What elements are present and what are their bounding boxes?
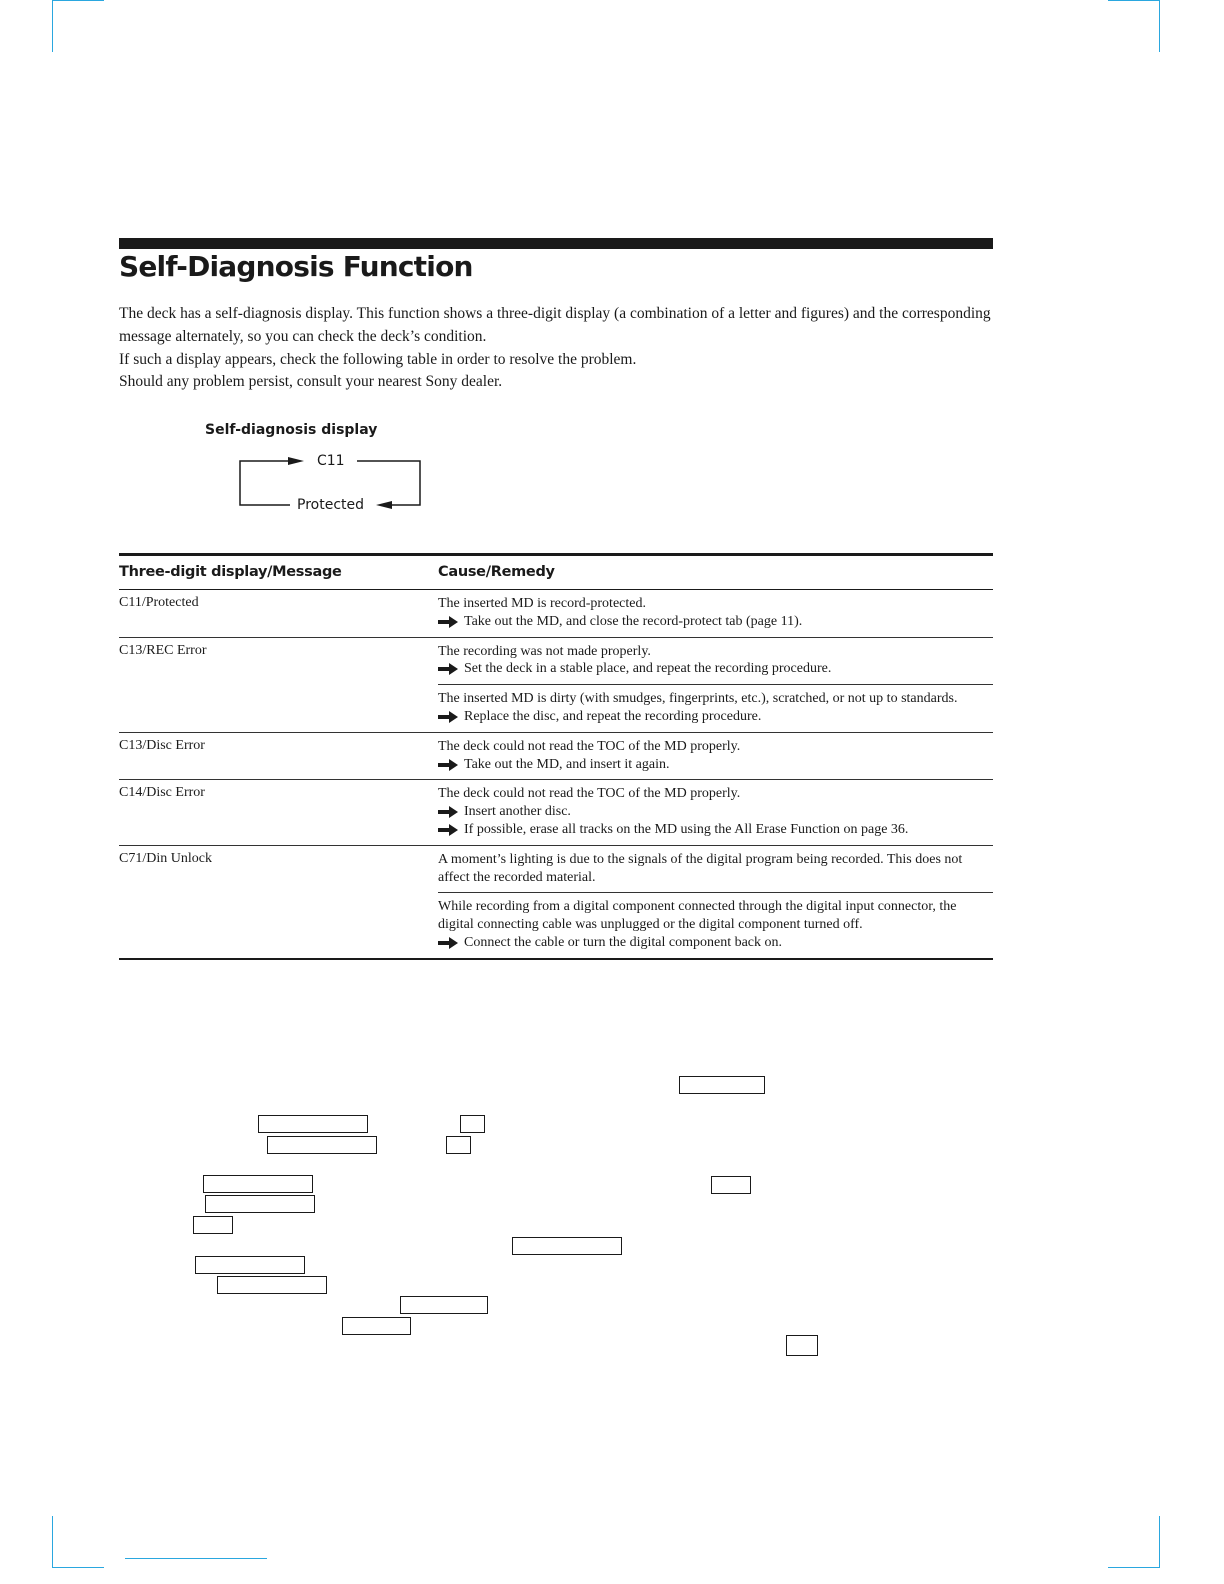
cause-text: The deck could not read the TOC of the MD properly. [438, 786, 741, 802]
redaction-box [205, 1195, 315, 1213]
redaction-box [342, 1317, 411, 1335]
cause-block [438, 892, 993, 957]
intro-paragraph-1: The deck has a self-diagnosis display. This function shows a three-digit display (a combination of a letter and figures) and the corresponding message alternately, so you can check the deck’s condition. [119, 305, 991, 345]
intro-text [119, 303, 999, 394]
cause-text: The recording was not made properly. [438, 643, 651, 659]
diagram-message: Protected [297, 497, 364, 513]
arrow-right-icon [438, 824, 458, 836]
redaction-box [193, 1216, 233, 1234]
row-causes [438, 846, 993, 958]
arrow-right-icon [438, 937, 458, 949]
redaction-box [679, 1076, 765, 1094]
redaction-box [258, 1115, 368, 1133]
row-causes [438, 780, 993, 844]
cause-block [438, 638, 993, 685]
crop-mark-top-left-h [52, 0, 104, 1]
table-row [119, 638, 993, 733]
diagram-label: Self-diagnosis display [205, 422, 378, 438]
remedy-text: Connect the cable or turn the digital component back on. [464, 934, 783, 950]
crop-mark-top-left-v [52, 0, 53, 52]
cause-block [438, 590, 993, 637]
cause-block [438, 846, 993, 893]
row-display-code: C14/Disc Error [119, 785, 205, 801]
row-display-code: C13/Disc Error [119, 737, 205, 753]
arrow-right-icon [438, 663, 458, 675]
crop-mark-bottom-right-h [1108, 1567, 1160, 1568]
cause-text: While recording from a digital component connected through the digital input connector, the digital connecting cable was unplugged or the digital component turned off. [438, 899, 957, 933]
arrow-right-icon [438, 806, 458, 818]
redaction-box [711, 1176, 751, 1194]
self-diagnosis-diagram [230, 448, 430, 520]
remedy-text: Take out the MD, and insert it again. [464, 756, 670, 772]
remedy-item [438, 756, 993, 774]
column-header-cause: Cause/Remedy [438, 564, 555, 580]
redaction-box [512, 1237, 622, 1255]
cause-text: The deck could not read the TOC of the MD properly. [438, 738, 741, 754]
redaction-box [460, 1115, 485, 1133]
redaction-box [203, 1175, 313, 1193]
remedy-text: If possible, erase all tracks on the MD using the All Erase Function on page 36. [464, 821, 909, 837]
redaction-box [195, 1256, 305, 1274]
cause-block [438, 733, 993, 780]
remedy-text: Replace the disc, and repeat the recording procedure. [464, 708, 762, 724]
remedy-item [438, 660, 993, 678]
table-row [119, 846, 993, 960]
table-header [119, 553, 993, 590]
remedy-item [438, 613, 993, 631]
table-body [119, 590, 993, 960]
redaction-box [217, 1276, 327, 1294]
crop-mark-bottom-left-h [52, 1567, 104, 1568]
remedy-item [438, 821, 993, 839]
cause-text: A moment’s lighting is due to the signals of the digital program being recorded. This does not affect the recorded material. [438, 851, 963, 885]
cause-text: The inserted MD is record-protected. [438, 596, 646, 611]
crop-mark-top-right-v [1159, 0, 1160, 52]
redaction-box [267, 1136, 377, 1154]
intro-paragraph-2: If such a display appears, check the following table in order to resolve the problem. [119, 350, 637, 368]
remedy-item [438, 934, 993, 952]
crop-mark-top-right-h [1108, 0, 1160, 1]
section-header-bar [119, 238, 993, 249]
redaction-box [400, 1296, 488, 1314]
row-display-code: C71/Din Unlock [119, 850, 212, 866]
remedy-item [438, 708, 993, 726]
arrow-right-icon [438, 759, 458, 771]
arrow-right-icon [438, 616, 458, 628]
cause-block [438, 780, 993, 844]
table-row [119, 590, 993, 638]
remedy-item [438, 803, 993, 821]
row-causes [438, 638, 993, 732]
footer-line [125, 1558, 267, 1559]
row-display-code: C13/REC Error [119, 642, 207, 658]
crop-mark-bottom-right-v [1159, 1516, 1160, 1568]
page-title: Self-Diagnosis Function [119, 250, 473, 283]
redaction-box [786, 1335, 818, 1356]
crop-mark-bottom-left-v [52, 1516, 53, 1568]
intro-paragraph-3: Should any problem persist, consult your nearest Sony dealer. [119, 373, 503, 391]
remedy-text: Take out the MD, and close the record-protect tab (page 11). [464, 613, 803, 629]
column-header-display: Three-digit display/Message [119, 564, 342, 580]
redaction-box [446, 1136, 471, 1154]
arrow-right-icon [438, 711, 458, 723]
remedy-text: Set the deck in a stable place, and repeat the recording procedure. [464, 661, 832, 677]
row-causes [438, 590, 993, 637]
table-row [119, 733, 993, 781]
row-display-code: C11/Protected [119, 595, 199, 610]
cause-block [438, 684, 993, 732]
diagram-code: C11 [317, 453, 345, 469]
row-causes [438, 733, 993, 780]
cause-text: The inserted MD is dirty (with smudges, fingerprints, etc.), scratched, or not up to standards. [438, 691, 958, 707]
remedy-text: Insert another disc. [464, 804, 571, 820]
diagnosis-table [119, 553, 993, 960]
table-row [119, 780, 993, 845]
